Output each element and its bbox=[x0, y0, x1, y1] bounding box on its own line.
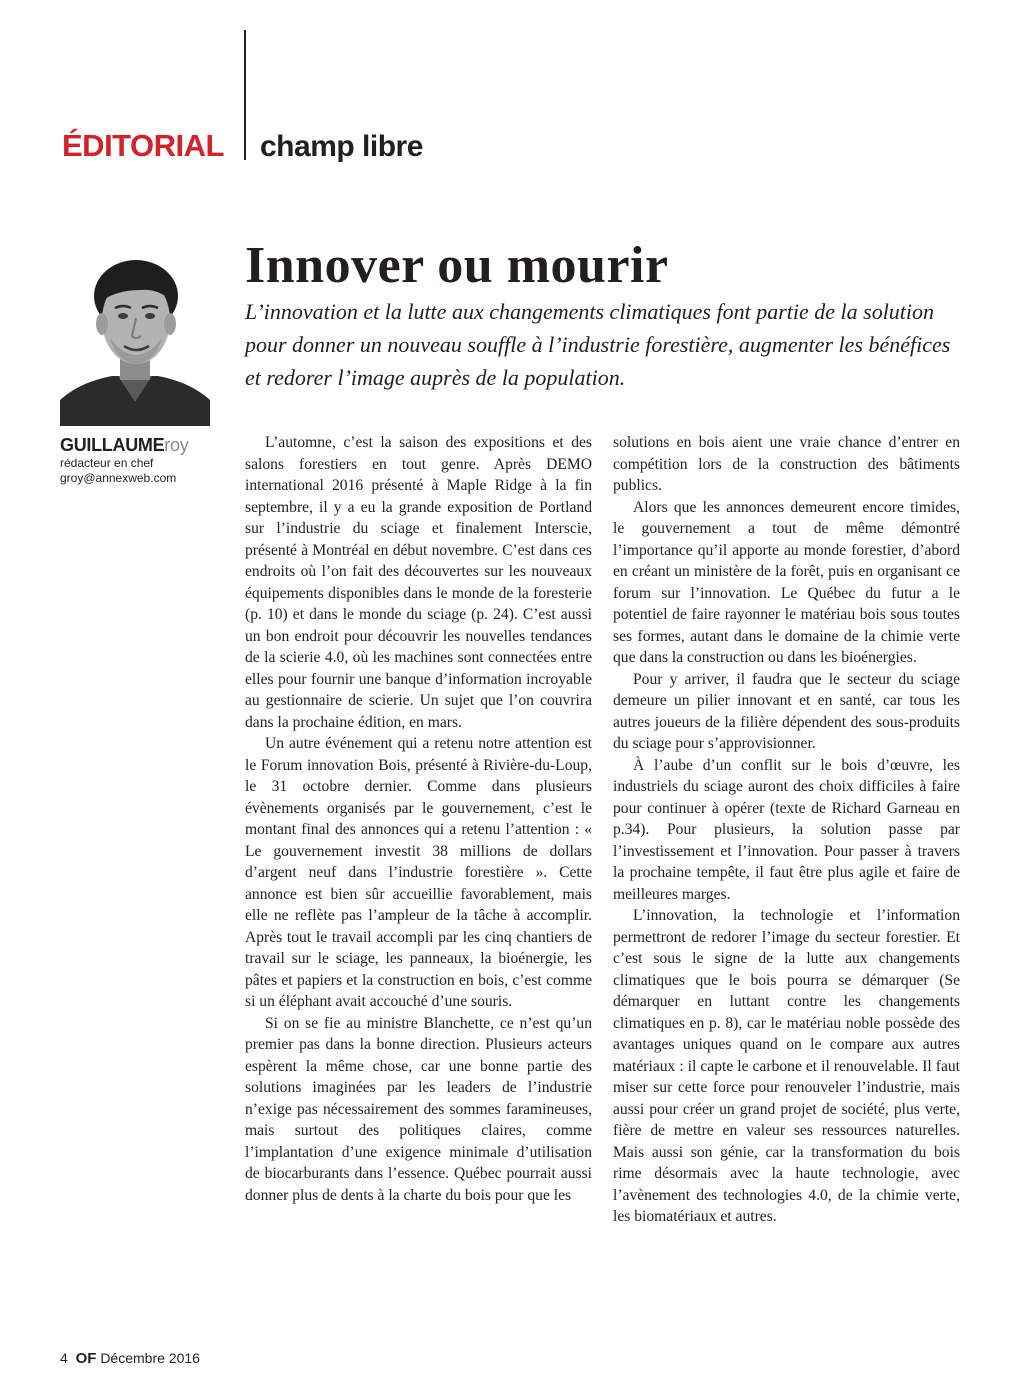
header-divider bbox=[244, 30, 246, 160]
article-title: Innover ou mourir bbox=[245, 237, 669, 294]
subsection-label: champ libre bbox=[260, 130, 423, 163]
body-column-2 bbox=[613, 432, 960, 1228]
author-name bbox=[60, 434, 188, 456]
author-last-name: roy bbox=[164, 435, 189, 455]
page-number: 4 bbox=[60, 1350, 68, 1366]
author-first-name: GUILLAUME bbox=[60, 435, 165, 455]
body-column-1 bbox=[245, 432, 592, 1206]
magazine-brand: OF bbox=[75, 1350, 97, 1367]
body-paragraph: Pour y arriver, il faudra que le secteur du sciage demeure un pilier innovant et en santé, car tous les autres joueurs de la filière dépendent des sous-produits du sciage pour s’approvisionner. bbox=[613, 670, 960, 752]
page-footer bbox=[60, 1350, 200, 1367]
author-role: rédacteur en chef bbox=[60, 456, 154, 470]
body-paragraph: Si on se fie au ministre Blanchette, ce n’est qu’un premier pas dans la bonne direction. Plusieurs acteurs espèrent la même chose, car une bonne partie des solutions imaginées par les leaders de l’industrie n’exige pas nécessairement des sommes faramineuses, mais surtout des politiques claires, comme l’implantation d’une exigence minimale d’utilisation de biocarburants dans l’essence. Québec pourrait aussi donner plus de dents à la charte du bois pour que les bbox=[245, 1014, 592, 1204]
author-email: groy@annexweb.com bbox=[60, 471, 177, 485]
body-paragraph-continued: solutions en bois aient une vraie chance d’entrer en compétition lors de la construction des bâtiments publics. bbox=[613, 434, 960, 494]
article-deck: L’innovation et la lutte aux changements climatiques font partie de la solution pour donner un nouveau souffle à l’industrie forestière, augmenter les bénéfices et redorer l’image auprès de la population. bbox=[245, 299, 951, 390]
author-photo bbox=[60, 250, 210, 426]
body-paragraph: Alors que les annonces demeurent encore timides, le gouvernement a tout de même démontré l’importance qu’il apporte au monde forestier, d’abord en créant un ministère de la forêt, puis en organisant ce forum sur l’innovation. Le Québec du futur a le potentiel de faire rayonner le matériau bois sous toutes ses formes, autant dans le domaine de la chimie verte que dans la construction ou dans les bioénergies. bbox=[613, 498, 960, 666]
author-block bbox=[60, 434, 188, 486]
body-paragraph: Un autre événement qui a retenu notre attention est le Forum innovation Bois, présenté à Rivière-du-Loup, le 31 octobre dernier. Comme dans plusieurs évènements organisés par le gouvernement, c’est le montant final des annonces qui a retenu l’attention : « Le gouvernement investit 38 millions de dollars d’argent neuf dans l’industrie forestière ». Cette annonce est bien sûr accueillie favorablement, mais elle ne reflète pas l’ampleur de la tâche à accomplir. Après tout le travail accompli par les cinq chantiers de travail sur le sciage, les panneaux, la bioénergie, les pâtes et papiers et la construction en bois, c’est comme si un éléphant avait accouché d’une souris. bbox=[245, 735, 592, 1010]
body-paragraph: À l’aube d’un conflit sur le bois d’œuvre, les industriels du sciage auront des choix difficiles à faire pour continuer à opérer (texte de Richard Garneau en p.34). Pour plusieurs, la solution passe par l’investissement et l’innovation. Pour passer à travers la prochaine tempête, il faut être plus agile et faire de meilleures marges. bbox=[613, 756, 960, 903]
body-paragraph: L’innovation, la technologie et l’information permettront de redorer l’image du secteur forestier. Et c’est sous le signe de la lutte aux changements climatiques que le bois pourra se démarquer (Se démarquer en luttant contre les changements climatiques en p. 8), car le matériau noble possède des avantages uniques quand on le compare aux autres matériaux : il capte le carbone et il renouvelable. Il faut miser sur cette force pour renouveler l’industrie, mais aussi pour créer un grand projet de société, plus verte, fière de mettre en valeur ses ressources naturelles. Mais aussi son génie, car la transformation du bois rime désormais avec la haute technologie, avec l’avènement des technologies 4.0, de la chimie verte, les biomatériaux et autres. bbox=[613, 907, 960, 1225]
body-paragraph: L’automne, c’est la saison des expositions et des salons forestiers en tout genre. Après DEMO international 2016 présenté à Maple Ridge à la fin septembre, il y a eu la grande exposition de Portland sur l’industrie du sciage et finalement Interscie, présenté à Montréal en début novembre. C’est dans ces endroits où l’on fait des découvertes sur les nouveaux équipements disponibles dans le monde de la foresterie (p. 10) et dans le monde du sciage (p. 24). C’est aussi un bon endroit pour découvrir les nouvelles tendances de la scierie 4.0, où les machines sont connectées entre elles pour fournir une banque d’information incroyable au gestionnaire de scierie. Un sujet que l’on couvrira dans la prochaine édition, en mars. bbox=[245, 434, 592, 731]
section-label: ÉDITORIAL bbox=[62, 128, 224, 163]
issue-date: Décembre 2016 bbox=[100, 1350, 200, 1366]
